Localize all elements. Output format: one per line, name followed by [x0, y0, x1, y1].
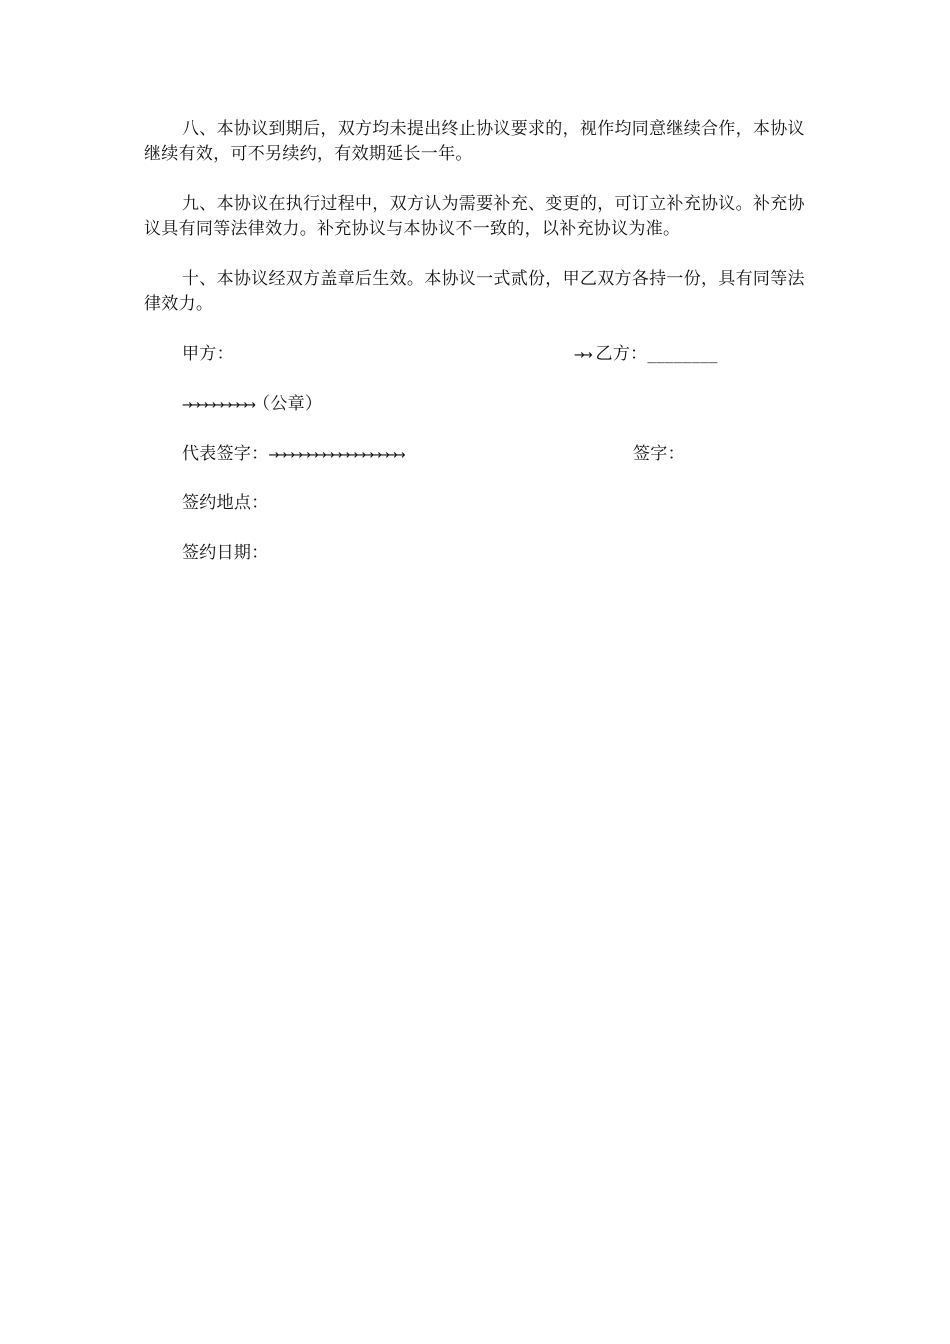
sign-label: 签字：	[633, 444, 685, 464]
rep-sign-line	[182, 442, 403, 468]
rep-sign-arrows: →→→→→→→→→→→→→→→→→	[268, 448, 403, 463]
date-label: 签约日期：	[182, 543, 269, 563]
party-a-label: 甲方：	[182, 344, 234, 364]
party-b-label: 乙方：________	[595, 344, 718, 364]
seal-arrows: →→→→→→→→→	[182, 398, 254, 413]
clause-nine: 九、本协议在执行过程中，双方认为需要补充、变更的，可订立补充协议。补充协议具有同等法律效力。补充协议与本协议不一致的，以补充协议为准。	[144, 194, 805, 239]
clause-ten: 十、本协议经双方盖章后生效。本协议一式贰份，甲乙双方各持一份，具有同等法律效力。	[144, 269, 805, 314]
seal-label: （公章）	[253, 394, 323, 414]
rep-sign-label: 代表签字：	[182, 444, 269, 464]
place-label: 签约地点：	[182, 493, 269, 513]
party-b-line	[574, 342, 718, 368]
party-b-arrows: →→	[574, 348, 590, 363]
seal-line	[182, 392, 322, 418]
clause-eight: 八、本协议到期后，双方均未提出终止协议要求的，视作均同意继续合作，本协议继续有效，可不另续约，有效期延长一年。	[144, 119, 805, 164]
